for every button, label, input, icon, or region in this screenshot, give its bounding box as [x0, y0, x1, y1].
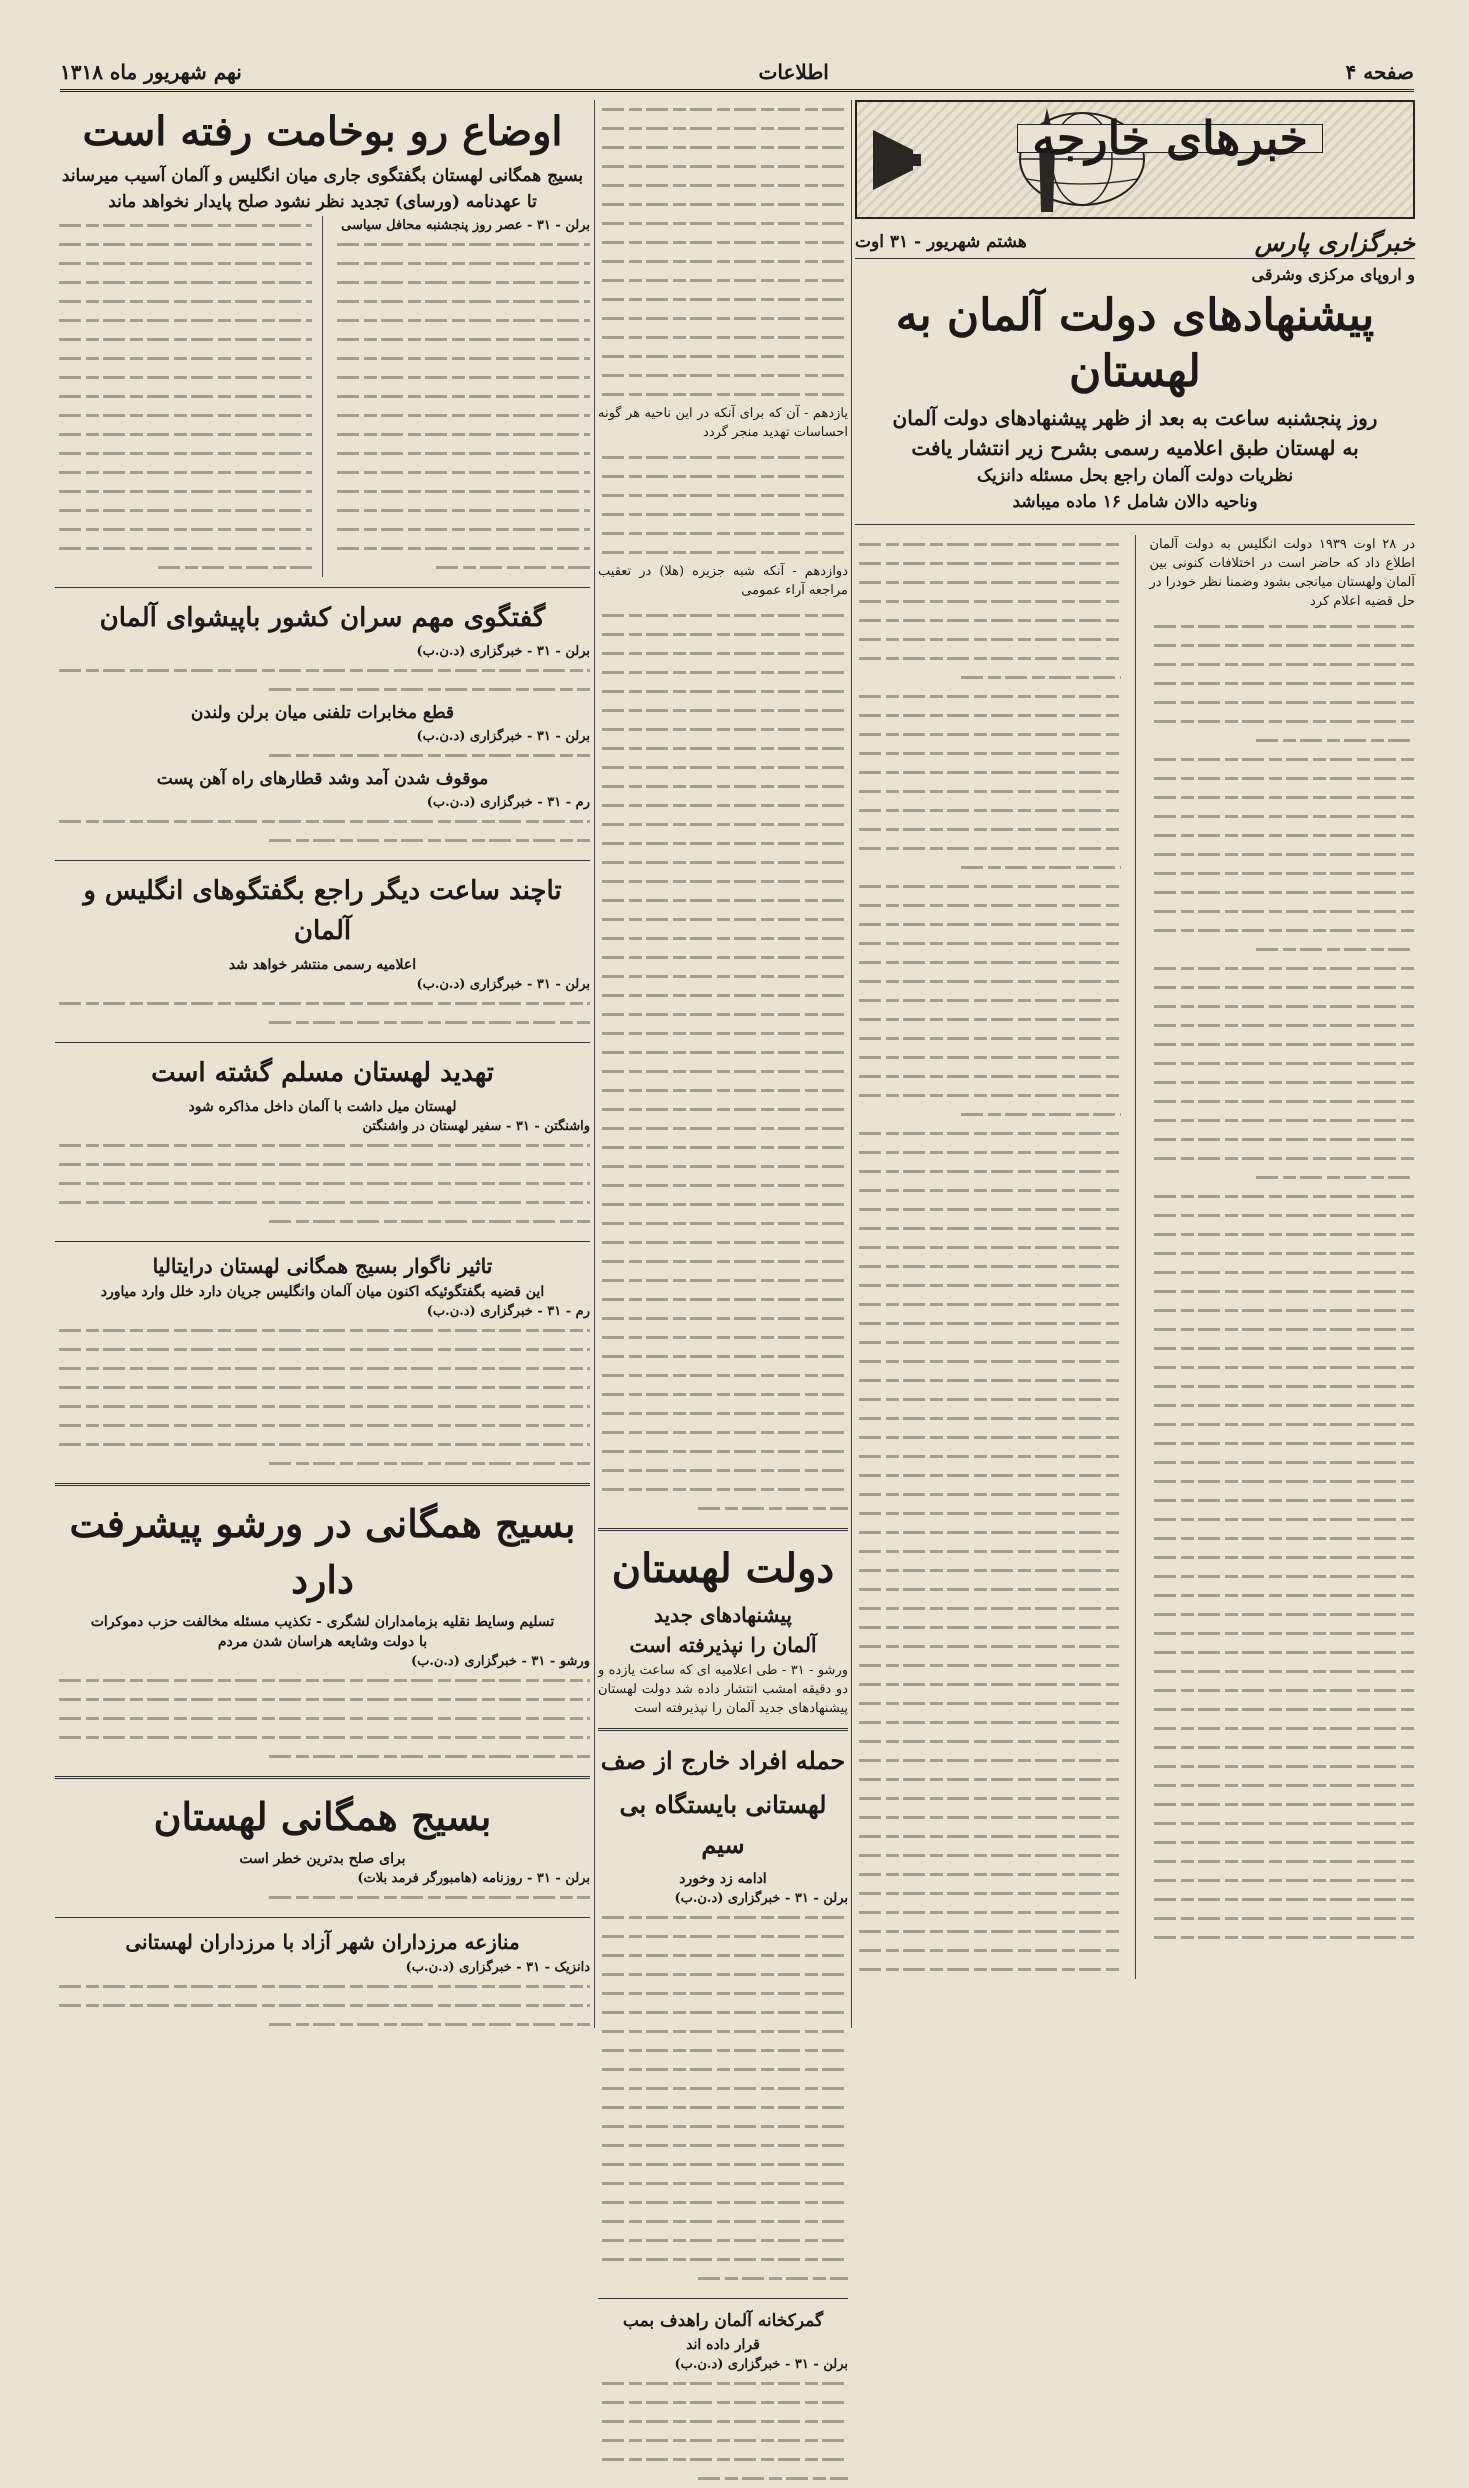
situation-byline: برلن - ۳۱ - عصر روز پنجشنبه محافل سیاسی [341, 218, 590, 233]
column-rule [851, 100, 852, 2028]
item-eleven: یازدهم - آن که برای آنکه در این ناحیه هر گونه احساسات تهدید منجر گردد [598, 406, 848, 440]
attack-subhead: لهستانی بایستگاه بی سیم [619, 1790, 827, 1859]
region-kicker: و اروپای مرکزی وشرقی [1251, 265, 1415, 284]
phone-byline: برلن - ۳۱ - خبرگزاری (د.ن.ب) [416, 729, 590, 744]
main-subhead-2: به لهستان طبق اعلامیه رسمی بشرح زیر انتشار یافت [911, 436, 1359, 460]
talks-headline: تاچند ساعت دیگر راجع بگفتگوهای انگلیس و آلمان [83, 876, 562, 946]
page-number: صفحه ۴ [1345, 60, 1414, 84]
gramophone-icon [863, 120, 923, 200]
situation-subhead: بسیج همگانی لهستان بگفتگوی جاری میان انگلیس و آلمان آسیب میرساند [61, 166, 584, 186]
attack-subhead-2: ادامه زد وخورد [679, 1871, 767, 1887]
mobilization-subhead: تسلیم وسایط نقلیه بزمامداران لشگری - تکذیب مسئله مخالفت حزب دموکرات [90, 1614, 555, 1630]
italy-subhead: این قضیه بگفتگوئیکه اکنون میان آلمان وانگلیس جریان دارد خلل وارد میاورد [100, 1284, 545, 1300]
threat-subhead: لهستان میل داشت با آلمان داخل مذاکره شود [188, 1099, 457, 1115]
talks-subhead: اعلامیه رسمی منتشر خواهد شد [228, 957, 417, 973]
lead-column-right [1150, 535, 1416, 1979]
rail-headline: موقوف شدن آمد وشد قطارهای راه آهن پست [156, 769, 489, 789]
talk-byline: برلن - ۳۱ - خبرگزاری (د.ن.ب) [416, 644, 590, 659]
situation-subhead-2: تا عهدنامه (ورسای) تجدید نظر نشود صلح پایدار نخواهد ماند [108, 192, 537, 212]
paper-name: اطلاعات [758, 60, 829, 84]
poland-subhead-2: آلمان را نپذیرفته است [629, 1633, 817, 1657]
main-subhead-4: وناحیه دالان شامل ۱۶ ماده میباشد [1012, 492, 1258, 512]
attack-byline: برلن - ۳۱ - خبرگزاری (د.ن.ب) [674, 1891, 848, 1906]
talk-headline: گفتگوی مهم سران کشور باپیشوای آلمان [99, 603, 546, 633]
foreign-news-column [855, 100, 1415, 2028]
border-byline: دانزیک - ۳۱ - خبرگزاری (د.ن.ب) [405, 1960, 590, 1975]
main-headline: پیشنهادهای دولت آلمان به لهستان [895, 290, 1375, 397]
italy-headline: تاثیر ناگوار بسیج همگانی لهستان درایتالیا [152, 1254, 493, 1278]
dateline: هشتم شهریور - ۳۱ اوت [855, 232, 1027, 252]
talks-byline: برلن - ۳۱ - خبرگزاری (د.ن.ب) [416, 977, 590, 992]
situation-headline: اوضاع رو بوخامت رفته است [82, 108, 563, 155]
rail-byline: رم - ۳۱ - خبرگزاری (د.ن.ب) [426, 795, 590, 810]
agency-line [855, 228, 1415, 259]
lead-column-left [855, 535, 1121, 1979]
mobilization-headline: بسیج همگانی در ورشو پیشرفت دارد [69, 1501, 576, 1602]
mobilization-subhead-2: با دولت وشایعه هراسان شدن مردم [217, 1634, 428, 1650]
lead-paragraph: در ۲۸ اوت ۱۹۳۹ دولت انگلیس به دولت آلمان اطلاع داد که حاضر است در اختلافات کنونی بین آلمان ولهستان میانجی بشود وضمنا نظر خودرا در حل قضیه اعلام کرد [1149, 537, 1415, 609]
poland-subhead: پیشنهادهای جدید [654, 1603, 792, 1627]
customs-subhead: قرار داده اند [686, 2337, 760, 2353]
mobilization2-byline: برلن - ۳۱ - روزنامه (هامبورگر فرمد بلات) [357, 1871, 590, 1886]
main-subhead: روز پنجشنبه ساعت به بعد از ظهر پیشنهادهای دولت آلمان [892, 406, 1378, 430]
italy-byline: رم - ۳۱ - خبرگزاری (د.ن.ب) [426, 1304, 590, 1319]
attack-headline: حمله افراد خارج از صف [600, 1746, 846, 1775]
main-subhead-3: نظریات دولت آلمان راجع بحل مسئله دانزیک [976, 466, 1294, 486]
phone-headline: قطع مخابرات تلفنی میان برلن ولندن [190, 703, 455, 723]
column-rule [594, 100, 595, 2028]
threat-headline: تهدید لهستان مسلم گشته است [151, 1058, 494, 1088]
issue-date: نهم شهریور ماه ۱۳۱۸ [60, 60, 242, 84]
poland-headline: دولت لهستان [611, 1545, 835, 1592]
border-headline: منازعه مرزداران شهر آزاد با مرزداران لهستانی [125, 1930, 520, 1954]
middle-column [598, 100, 848, 2372]
mobilization2-subhead: برای صلح بدترین خطر است [239, 1851, 406, 1867]
mobilization2-headline: بسیج همگانی لهستان [153, 1794, 492, 1839]
mobilization-byline: ورشو - ۳۱ - خبرگزاری (د.ن.ب) [410, 1654, 590, 1669]
threat-byline: واشنگتن - ۳۱ - سفیر لهستان در واشنگتن [362, 1119, 590, 1134]
agency-logo: خبرگزاری پارس [1254, 228, 1415, 257]
item-twelve: دوازدهم - آنکه شبه جزیره (هلا) در تعقیب مراجعه آراء عمومی [598, 564, 848, 598]
foreign-news-banner [855, 100, 1415, 219]
poland-body: ورشو - ۳۱ - طی اعلامیه ای که ساعت یازده و دو دقیقه امشب انتشار داده شد دولت لهستان پیشنهادهای جدید آلمان را نپذیرفته است [598, 1663, 848, 1716]
foreign-news-title: خبرهای خارجه [1017, 124, 1323, 153]
page-header [60, 55, 1414, 92]
left-column [55, 100, 590, 2028]
customs-byline: برلن - ۳۱ - خبرگزاری (د.ن.ب) [674, 2357, 848, 2372]
customs-headline: گمرکخانه آلمان راهدف بمب [622, 2311, 824, 2331]
